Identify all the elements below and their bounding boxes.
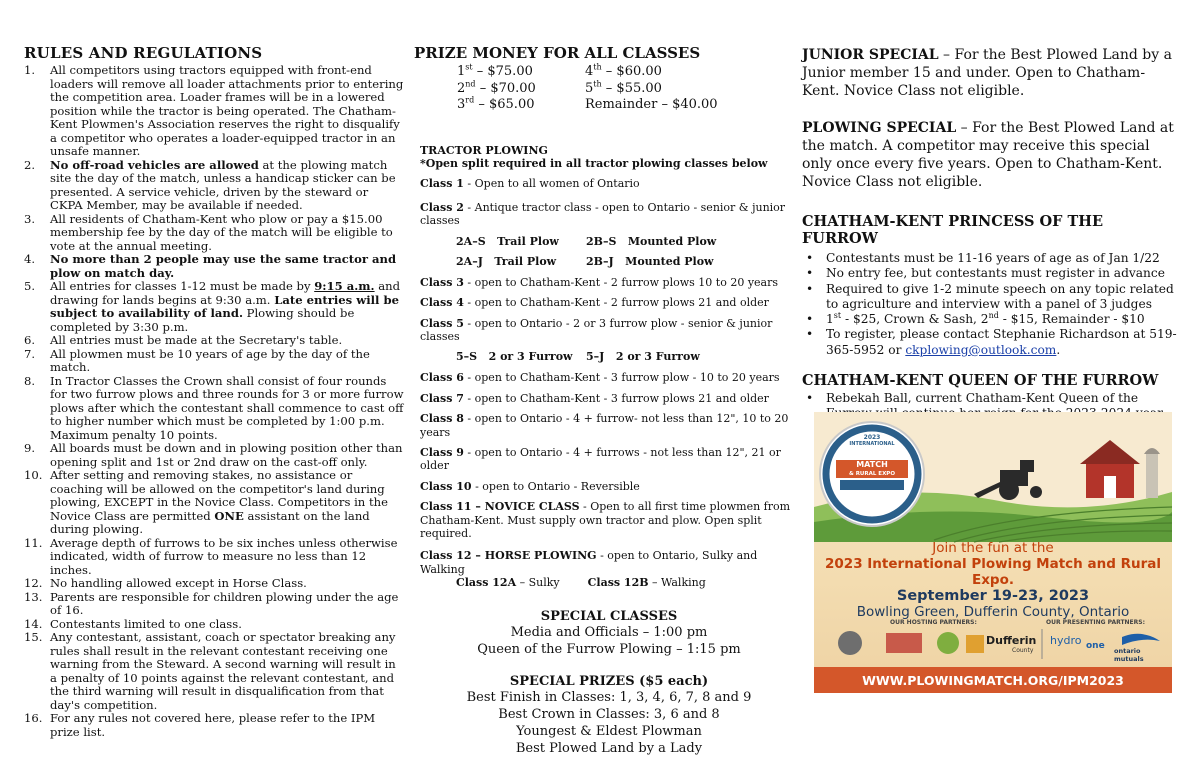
- rules-title: RULES AND REGULATIONS: [24, 44, 263, 62]
- class-5-sub: [456, 350, 798, 363]
- class-12-sub: [456, 576, 798, 589]
- rule-item: [24, 537, 404, 578]
- rule-number: 11.: [24, 535, 43, 550]
- rules-section: [24, 44, 404, 739]
- list-item: [802, 282, 1180, 313]
- list-item: [802, 327, 1180, 358]
- poster-line-3: September 19-23, 2023: [896, 588, 1090, 604]
- prize-ord: 1: [457, 64, 466, 79]
- class-key: Class 10: [420, 479, 472, 493]
- list-item: [802, 312, 1180, 327]
- class-desc: - Open to all women of Ontario: [463, 176, 640, 190]
- class-key: Class 12: [420, 549, 472, 563]
- queen-title: CHATHAM-KENT QUEEN OF THE FURROW: [802, 372, 1159, 390]
- sub-class: 5–J 2 or 3 Furrow: [586, 350, 700, 364]
- rule-item: [24, 348, 404, 375]
- rule-text: [50, 537, 404, 578]
- rule-text-part: ONE: [214, 508, 244, 523]
- poster-line-4: Bowling Green, Dufferin County, Ontario: [856, 604, 1130, 620]
- logo-line: MATCH: [856, 460, 888, 469]
- rule-number: 1.: [24, 63, 36, 77]
- class-desc: - open to Chatham-Kent - 3 furrow plows 21 and older: [463, 391, 769, 405]
- prize-amount: – $65.00: [474, 97, 535, 112]
- special-class-line: Queen of the Furrow Plowing – 1:15 pm: [477, 641, 741, 657]
- class-key: Class 1: [420, 176, 464, 190]
- class-3: [420, 276, 798, 289]
- logo-year: 2023: [863, 434, 881, 441]
- list-item-text: Contestants must be 11-16 years of age as of Jan 1/22: [826, 251, 1160, 265]
- rule-text: [50, 712, 404, 739]
- class-9: [420, 446, 798, 473]
- prize-text: - $25, Crown & Sash, 2: [841, 312, 989, 327]
- sub-class-desc: – Walking: [648, 576, 706, 590]
- rule-text-part: Contestants limited to one class.: [50, 616, 242, 631]
- rule-text-part: No handling allowed except in Horse Class.: [50, 576, 307, 590]
- list-item-text: No entry fee, but contestants must register in advance: [826, 266, 1165, 281]
- rule-text: [50, 159, 404, 213]
- township-logo-icon: [886, 633, 922, 653]
- special-prize-line: Best Finish in Classes: 1, 3, 4, 6, 7, 8 and 9: [466, 689, 752, 705]
- prize-remainder: Remainder – $40.00: [585, 97, 718, 112]
- class-key: Class 3: [420, 275, 464, 289]
- rule-number: 4.: [24, 252, 36, 266]
- rule-number: 9.: [24, 441, 36, 455]
- prize-ord: 5: [585, 80, 594, 96]
- list-item-text: [826, 327, 1180, 358]
- ipm-poster: [814, 412, 1172, 693]
- list-item: [802, 266, 1180, 281]
- class-desc: - open to Ontario - Reversible: [471, 479, 640, 493]
- rule-number: 16.: [24, 711, 43, 725]
- sub-class: Class 12A: [456, 576, 517, 590]
- special-prize-line: Best Plowed Land by a Lady: [515, 740, 703, 756]
- sub-class: Class 12B: [587, 576, 649, 590]
- rule-text-part: After setting and removing stakes, no assistance or coaching will be allowed on the competitor's land during plowing, EXCEPT in the Novice Class. Competitors in the Novice Class are permitted: [50, 468, 388, 523]
- class-desc: - open to Ontario - 2 or 3 furrow plow - senior & junior classes: [420, 316, 773, 343]
- list-item-text: [826, 312, 1145, 327]
- rule-text-part: All plowmen must be 10 years of age by the day of the match.: [50, 346, 370, 374]
- prize-amount: – $70.00: [475, 80, 536, 96]
- prize-sup: st: [465, 62, 473, 72]
- email-link[interactable]: ckplowing@outlook.com: [905, 342, 1057, 357]
- mutuals-text: ontario mutuals: [1114, 647, 1144, 663]
- class-key: Class 2: [420, 200, 464, 214]
- rule-number: 2.: [24, 157, 36, 172]
- rule-item: [24, 334, 404, 348]
- rule-text: [50, 375, 404, 443]
- prize-3rd: [457, 97, 585, 114]
- bullet-icon: •: [806, 281, 814, 296]
- rule-text-part: Late entries will be subject to availability of land.: [50, 292, 399, 320]
- partners-strip: [814, 615, 1172, 665]
- class-desc: - open to Ontario, Sulky and Walking: [420, 549, 758, 576]
- class-2: [420, 201, 798, 228]
- class-key: Class 9: [420, 445, 464, 459]
- rule-text-part: For any rules not covered here, please refer to the IPM prize list.: [50, 711, 376, 739]
- class-12: [420, 549, 798, 576]
- hydro-text: hydro: [1050, 634, 1082, 647]
- rule-item: [24, 159, 404, 213]
- rule-number: 3.: [24, 211, 36, 226]
- rule-text-part: All residents of Chatham-Kent who plow or pay a $15.00 membership fee by the day of the match will be eligible to vote at the annual meeting.: [50, 211, 393, 253]
- class-desc: - Antique tractor class - open to Ontario - senior & junior classes: [420, 200, 786, 228]
- bullet-icon: •: [806, 266, 814, 281]
- junior-special-text: – For the Best Plowed Land by a Junior member 15 and under. Open to Chatham-Kent. Novice Class not eligible.: [802, 47, 1172, 99]
- hosting-label: OUR HOSTING PARTNERS:: [890, 619, 977, 626]
- contact-text: .: [1056, 342, 1061, 357]
- princess-list: [802, 251, 1180, 358]
- specials-section: [802, 46, 1180, 422]
- class-desc: - open to Chatham-Kent - 2 furrow plows 21 and older: [463, 296, 769, 310]
- rule-item: [24, 64, 404, 159]
- prize-ord: 4: [585, 64, 594, 79]
- prize-amount: – $60.00: [601, 64, 662, 79]
- special-prize-line: Youngest & Eldest Plowman: [516, 723, 702, 739]
- princess-title: CHATHAM-KENT PRINCESS OF THE FURROW: [802, 213, 1104, 247]
- rule-number: 13.: [24, 589, 43, 604]
- prize-amount: – $55.00: [601, 80, 662, 96]
- prize-sup: th: [593, 62, 602, 72]
- sub-class: 2A–J Trail Plow: [456, 254, 557, 268]
- rule-item: [24, 375, 404, 443]
- poster-text: [814, 540, 1172, 620]
- rule-item: [24, 618, 404, 632]
- rule-text: [50, 577, 404, 591]
- dufferin-text: Dufferin: [986, 634, 1037, 647]
- presenting-label: OUR PRESENTING PARTNERS:: [1046, 619, 1145, 626]
- rule-text: [50, 213, 404, 254]
- rule-text: [50, 348, 404, 375]
- logo-text: [836, 434, 908, 477]
- prize-sup: nd: [988, 311, 999, 321]
- prize-2nd: [457, 81, 585, 98]
- class-4: [420, 296, 798, 309]
- class-key: Class 11: [420, 500, 472, 514]
- rule-number: 7.: [24, 346, 36, 361]
- rule-item: [24, 280, 404, 334]
- class-7: [420, 392, 798, 405]
- class-2-sub-j: [456, 255, 798, 268]
- rule-text-part: In Tractor Classes the Crown shall consist of four rounds for two furrow plows and three rounds for 3 or more furrow plows after which the contestant shall commence to cast off to higher number which must be completed by 1:00 p.m. Maximum penalty 10 points.: [50, 373, 404, 442]
- prize-section: [414, 44, 798, 757]
- dufferin-logo-icon: [966, 635, 984, 653]
- rule-text: [50, 64, 404, 159]
- rule-text: [50, 280, 404, 334]
- class-6: [420, 371, 798, 384]
- logo-line: PLOWING: [850, 451, 894, 460]
- rule-number: 5.: [24, 279, 36, 293]
- plowing-special: [802, 119, 1180, 191]
- class-2-sub-s: [456, 235, 798, 248]
- class-desc: - open to Chatham-Kent - 3 furrow plow - 10 to 20 years: [463, 371, 780, 385]
- rule-text: [50, 442, 404, 469]
- rule-text-part: 9:15 a.m.: [314, 279, 375, 293]
- rule-text-part: at the plowing match site the day of the match, unless a handicap sticker can be presented. A service vehicle, driven by the steward or CKPA Member, may be available if needed.: [50, 157, 396, 212]
- class-11: [420, 500, 798, 540]
- county-crest-icon: [838, 631, 862, 655]
- rule-item: [24, 469, 404, 537]
- rule-text-part: Parents are responsible for children plowing under the age of 16.: [50, 589, 399, 617]
- rule-text-part: All entries must be made at the Secretary's table.: [50, 333, 343, 347]
- list-item-text: Rebekah Ball, current Chatham-Kent Queen of the: [826, 391, 1139, 406]
- class-key: Class 4: [420, 296, 464, 310]
- bullet-icon: •: [806, 327, 814, 342]
- rule-item: [24, 577, 404, 591]
- class-key: – NOVICE CLASS: [471, 500, 580, 514]
- rule-text-part: and drawing for lands begins at 9:30 a.m.: [50, 279, 401, 307]
- rule-text: [50, 253, 404, 280]
- ontario-mutuals-icon: [1122, 634, 1160, 645]
- rule-text: [50, 631, 404, 712]
- special-classes-title: SPECIAL CLASSES: [540, 608, 678, 624]
- one-text: one: [1086, 641, 1105, 651]
- rule-text-part: Average depth of furrows to be six inches unless otherwise indicated, width of furrow to measure no less than 12 inches.: [50, 535, 398, 577]
- prize-4th: [585, 64, 745, 81]
- contact-text: To register, please contact Stephanie Richardson at 519-365-5952 or: [826, 327, 1177, 357]
- tractor-title: TRACTOR PLOWING: [420, 143, 548, 157]
- prize-5th: [585, 81, 745, 98]
- rule-text-part: No off-road vehicles are allowed: [50, 157, 259, 172]
- prize-ord: 1: [826, 312, 834, 327]
- logo-line: & RURAL EXPO: [848, 471, 896, 477]
- junior-special: [802, 46, 1180, 100]
- prize-ord: 3: [457, 97, 466, 112]
- rule-text-part: assistant on the land during plowing.: [50, 508, 370, 536]
- bullet-icon: •: [806, 312, 814, 327]
- sub-class-desc: – Sulky: [516, 576, 560, 590]
- rule-text-part: No more than 2 people may use the same tractor and plow on match day.: [50, 252, 397, 280]
- poster-line-1: Join the fun at the: [932, 540, 1054, 556]
- prize-amount: – $75.00: [472, 64, 533, 79]
- rule-item: [24, 213, 404, 254]
- class-5: [420, 317, 798, 344]
- special-prizes-title: SPECIAL PRIZES ($5 each): [509, 673, 709, 689]
- rule-item: [24, 442, 404, 469]
- prize-sup: st: [833, 311, 842, 321]
- bullet-icon: •: [806, 251, 814, 265]
- rules-list: [24, 64, 404, 739]
- class-key: Class 8: [420, 412, 464, 426]
- logo-line: INTERNATIONAL: [849, 441, 895, 447]
- rule-number: 12.: [24, 576, 43, 590]
- sub-class: 2B–S Mounted Plow: [586, 234, 717, 248]
- sub-class: 5–S 2 or 3 Furrow: [456, 350, 573, 364]
- class-key: Class 6: [420, 371, 464, 385]
- rule-number: 15.: [24, 630, 43, 644]
- rule-text-part: Plowing should be completed by 3:30 p.m.: [50, 306, 355, 334]
- class-key: Class 5: [420, 316, 464, 330]
- class-key: Class 7: [420, 391, 464, 405]
- list-item-text: Required to give 1-2 minute speech on any topic related to agriculture and interview with a panel of 3 judges: [826, 281, 1174, 311]
- tractor-note: *Open split required in all tractor plowing classes below: [420, 156, 768, 170]
- prize-text: - $15, Remainder - $10: [998, 312, 1145, 327]
- class-8: [420, 412, 798, 439]
- rule-number: 14.: [24, 616, 43, 631]
- special-class-line: Media and Officials – 1:00 pm: [510, 624, 708, 640]
- class-desc: - Open to all first time plowmen from Chatham-Kent. Must supply own tractor and plow. Open split required.: [420, 500, 791, 540]
- class-desc: - open to Chatham-Kent - 2 furrow plows 10 to 20 years: [463, 275, 779, 289]
- junior-special-title: JUNIOR SPECIAL: [802, 47, 939, 63]
- rule-text-part: All boards must be down and in plowing position other than opening split and 1st or 2nd draw on the cast-off only.: [50, 441, 403, 469]
- dufferin-sub-text: County: [1012, 647, 1034, 654]
- rule-text: [50, 618, 404, 632]
- rule-item: [24, 712, 404, 739]
- plowing-special-title: PLOWING SPECIAL: [802, 120, 957, 136]
- prize-title: PRIZE MONEY FOR ALL CLASSES: [414, 44, 701, 62]
- rule-number: 8.: [24, 373, 36, 388]
- prize-sup: nd: [465, 79, 476, 89]
- rule-text: [50, 469, 404, 537]
- prize-sup: th: [593, 79, 602, 89]
- poster-illustration: [814, 412, 1172, 542]
- poster-line-2: 2023 International Plowing Match and Rural Expo.: [825, 556, 1161, 588]
- class-desc: - open to Ontario - 4 + furrows - not less than 12", 21 or older: [420, 445, 781, 473]
- class-desc: - open to Ontario - 4 + furrow- not less than 12", 10 to 20 years: [420, 412, 789, 439]
- class-1: [420, 177, 798, 190]
- bullet-icon: •: [806, 391, 814, 406]
- rule-item: [24, 631, 404, 712]
- plowing-special-text: – For the Best Plowed Land at the match. A competitor may receive this special only once every five years. Open to Chatham-Kent. Novice Class not eligible.: [802, 120, 1174, 190]
- grand-valley-icon: [937, 632, 959, 654]
- rule-text-part: Any contestant, assistant, coach or spectator breaking any rules shall result in the relevant contestant receiving one warning from the Steward. A second warning will result in a penalty of 10 points against the relevant contestant, and the third warning will result in disqualification from that day's competition.: [50, 630, 396, 712]
- poster-url[interactable]: WWW.PLOWINGMATCH.ORG/IPM2023: [814, 667, 1172, 693]
- list-item: [802, 251, 1180, 266]
- class-key: – HORSE PLOWING: [471, 549, 597, 563]
- sub-class: 2B–J Mounted Plow: [586, 254, 714, 268]
- rule-item: [24, 253, 404, 280]
- rule-number: 10.: [24, 468, 43, 482]
- prize-grid: [457, 64, 798, 114]
- rule-item: [24, 591, 404, 618]
- sub-class: 2A–S Trail Plow: [456, 234, 559, 248]
- rule-text-part: All competitors using tractors equipped with front-end loaders will remove all loader attachments prior to entering the competition area. Loader frames will be in a lowered position while the tractor is being operated. The Chatham-Kent Plowmen's Association reserves the right to disqualify a competitor who operates a loader-equipped tractor in an unsafe manner.: [50, 63, 404, 158]
- special-prize-line: Best Crown in Classes: 3, 6 and 8: [498, 706, 720, 722]
- rule-text: [50, 591, 404, 618]
- rule-text-part: All entries for classes 1-12 must be made by: [50, 279, 315, 293]
- prize-ord: 2: [457, 80, 466, 96]
- class-10: [420, 480, 798, 493]
- prize-sup: rd: [465, 95, 475, 105]
- prize-1st: [457, 64, 585, 81]
- rule-number: 6.: [24, 333, 36, 347]
- rule-text: [50, 334, 404, 348]
